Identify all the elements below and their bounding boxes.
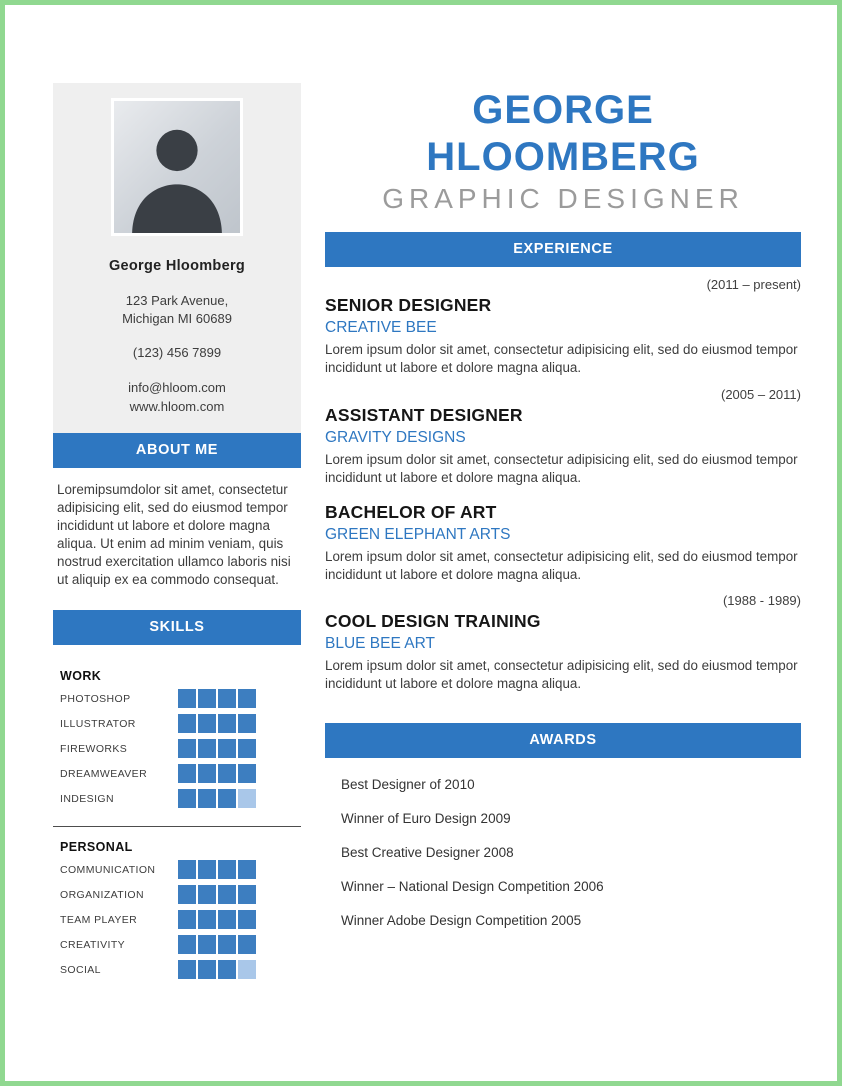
award-item: Best Creative Designer 2008 [341,845,514,860]
experience-description: Lorem ipsum dolor sit amet, consectetur adipisicing elit, sed do eiusmod tempor incididunt ut labore et dolore magna aliqua. [325,452,798,485]
experience-company: CREATIVE BEE [325,319,437,337]
skill-level-square [178,714,196,733]
skill-level-square [238,689,256,708]
skill-level-square [218,910,236,929]
skill-level-square [218,714,236,733]
skill-level-square [238,885,256,904]
main-column [325,87,801,928]
skill-level-meter [178,764,256,783]
skill-level-square [218,789,236,808]
last-name-title: HLOOMBERG [426,135,700,180]
about-me-text: Loremipsumdolor sit amet, consectetur adipisicing elit, sed do eiusmod tempor incididunt ut labore et dolore magna aliqua. Ut enim ad minim veniam, quis nostrud exercitation ullamco laboris nisi ut aliquip ex ea commodo consequat. [57,481,291,587]
skill-level-square [198,935,216,954]
skill-level-meter [178,689,256,708]
skill-level-meter [178,960,256,979]
skill-row [60,935,294,954]
skill-group-personal [53,826,301,979]
skill-level-meter [178,910,256,929]
first-name-title: GEORGE [472,88,654,132]
skill-level-square [198,739,216,758]
website-url: www.hloom.com [129,399,225,415]
award-item: Winner of Euro Design 2009 [341,811,511,826]
experience-role: COOL DESIGN TRAINING [325,611,541,632]
skill-label: ORGANIZATION [60,888,144,901]
skill-label: PHOTOSHOP [60,692,131,705]
experience-company: GRAVITY DESIGNS [325,429,466,447]
experience-entry [325,593,801,693]
skill-level-square [198,910,216,929]
experience-company: GREEN ELEPHANT ARTS [325,525,511,543]
skill-level-square [178,789,196,808]
skill-level-meter [178,860,256,879]
experience-description: Lorem ipsum dolor sit amet, consectetur adipisicing elit, sed do eiusmod tempor incididunt ut labore et dolore magna aliqua. [325,548,798,582]
skill-level-square [178,764,196,783]
award-item: Winner – National Design Competition 2006 [341,879,604,894]
skill-level-square [218,860,236,879]
skill-level-meter [178,885,256,904]
skill-level-meter [178,739,256,758]
awards-heading: AWARDS [325,723,801,758]
skill-level-square [198,714,216,733]
skill-level-square [218,935,236,954]
skill-level-square [238,789,256,808]
experience-entry [325,387,801,487]
experience-role: SENIOR DESIGNER [325,295,492,316]
skill-level-square [218,885,236,904]
profile-section [53,83,301,433]
address-line-1: 123 Park Avenue, [125,293,229,308]
skill-level-square [178,860,196,879]
skill-level-square [198,689,216,708]
experience-description: Lorem ipsum dolor sit amet, consectetur adipisicing elit, sed do eiusmod tempor incididunt ut labore et dolore magna aliqua. [325,342,798,376]
skill-level-square [238,960,256,979]
phone-number: (123) 456 7899 [132,345,222,361]
experience-date: (2011 – present) [706,277,801,293]
skill-row [60,789,294,808]
skill-level-square [198,764,216,783]
skill-level-square [178,935,196,954]
skill-level-square [218,739,236,758]
skill-level-square [238,739,256,758]
skill-level-meter [178,935,256,954]
skill-level-square [198,960,216,979]
skill-level-square [198,789,216,808]
profile-photo [111,98,243,236]
skill-level-meter [178,789,256,808]
skill-label: SOCIAL [60,963,101,976]
skill-label: COMMUNICATION [60,863,156,876]
skill-level-square [218,764,236,783]
skill-group-work [53,669,301,808]
skill-label: TEAM PLAYER [60,913,138,926]
email-address: info@hloom.com [128,379,226,395]
skill-row [60,739,294,758]
skills-heading: SKILLS [53,610,301,645]
experience-heading: EXPERIENCE [325,232,801,267]
skill-row [60,714,294,733]
skill-label: ILLUSTRATOR [60,717,136,730]
award-item: Best Designer of 2010 [341,777,475,792]
experience-date: (2005 – 2011) [721,387,801,403]
skill-label: DREAMWEAVER [60,767,148,780]
experience-role: BACHELOR OF ART [325,501,497,522]
skill-label: CREATIVITY [60,938,126,951]
skill-row [60,860,294,879]
skill-level-square [178,689,196,708]
sidebar [53,83,301,979]
skill-level-square [178,960,196,979]
experience-role: ASSISTANT DESIGNER [325,405,523,426]
skill-level-square [178,910,196,929]
address [53,292,301,327]
skill-level-square [218,689,236,708]
person-silhouette-icon [114,114,240,235]
skill-level-square [238,860,256,879]
skill-level-square [178,885,196,904]
skill-level-square [238,764,256,783]
experience-date: (1988 - 1989) [722,593,801,609]
skill-level-square [218,960,236,979]
skill-row [60,764,294,783]
skill-label: INDESIGN [60,792,114,805]
experience-entry [325,277,801,377]
skill-level-square [238,910,256,929]
skill-level-meter [178,714,256,733]
skill-label: FIREWORKS [60,742,128,755]
award-item: Winner Adobe Design Competition 2005 [341,913,582,928]
skill-row [60,689,294,708]
skill-level-square [178,739,196,758]
experience-entry [325,502,801,584]
skill-row [60,960,294,979]
skill-level-square [238,714,256,733]
experience-description: Lorem ipsum dolor sit amet, consectetur adipisicing elit, sed do eiusmod tempor incididunt ut labore et dolore magna aliqua. [325,658,798,692]
job-title: GRAPHIC DESIGNER [382,183,744,215]
skill-group-title: PERSONAL [60,840,133,855]
skill-row [60,910,294,929]
about-me-heading: ABOUT ME [53,433,301,468]
skill-level-square [238,935,256,954]
skill-level-square [198,860,216,879]
skill-group-title: WORK [60,669,102,684]
person-name: George Hloomberg [108,258,246,274]
address-line-2: Michigan MI 60689 [122,310,232,326]
skill-row [60,885,294,904]
skill-level-square [198,885,216,904]
experience-company: BLUE BEE ART [325,635,435,653]
